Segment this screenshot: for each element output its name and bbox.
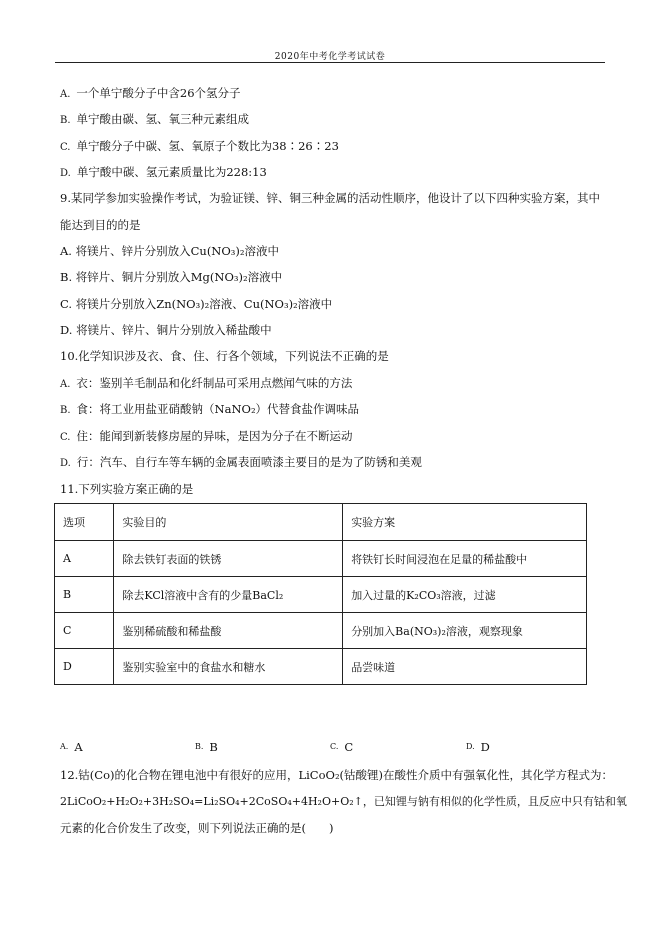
- option-letter: B.: [60, 405, 71, 416]
- option-letter: B.: [60, 115, 71, 126]
- q11-answer-d: [466, 740, 490, 754]
- option-letter: C.: [60, 142, 71, 153]
- q9-stem-line2: 能达到目的的是: [60, 218, 141, 232]
- answer-key: D.: [466, 742, 475, 751]
- q8-option-c: [60, 138, 339, 156]
- answer-text: C: [344, 740, 354, 754]
- table-row: [55, 649, 587, 685]
- answer-text: A: [74, 740, 83, 754]
- table-header-cell: 实验目的: [114, 504, 343, 541]
- q11-answer-a: [60, 740, 83, 754]
- q9-stem-line1: 9.某同学参加实验操作考试，为验证镁、锌、铜三种金属的活动性顺序，他设计了以下四种实验方案，其中: [60, 191, 600, 205]
- table-cell: 除去铁钉表面的铁锈: [114, 541, 343, 577]
- answer-key: A.: [60, 742, 69, 751]
- table-cell: 鉴别实验室中的食盐水和糖水: [114, 649, 343, 685]
- q9-option-c: C. 将镁片分别放入Zn(NO₃)₂溶液、Cu(NO₃)₂溶液中: [60, 297, 333, 311]
- option-letter: D.: [60, 168, 71, 179]
- option-letter: A.: [60, 379, 71, 390]
- table-cell: B: [55, 577, 114, 613]
- table-row: [55, 613, 587, 649]
- option-text: 单宁酸由碳、氢、氧三种元素组成: [76, 112, 250, 126]
- q10-option-b: [60, 401, 359, 419]
- q8-option-d: [60, 164, 267, 182]
- q10-stem: 10.化学知识涉及衣、食、住、行各个领域，下列说法不正确的是: [60, 349, 389, 363]
- option-text: 一个单宁酸分子中含26个氢分子: [76, 86, 241, 100]
- q11-answer-c: [330, 740, 353, 754]
- q9-option-b: B. 将锌片、铜片分别放入Mg(NO₃)₂溶液中: [60, 270, 283, 284]
- option-letter: D.: [60, 458, 71, 469]
- table-header-cell: 实验方案: [343, 504, 587, 541]
- q10-option-d: [60, 454, 422, 472]
- table-cell: 品尝味道: [343, 649, 587, 685]
- answer-key: B.: [195, 742, 204, 751]
- table-row: [55, 577, 587, 613]
- table-cell: C: [55, 613, 114, 649]
- answer-text: D: [480, 740, 490, 754]
- table-cell: 除去KCl溶液中含有的少量BaCl₂: [114, 577, 343, 613]
- header-divider: [55, 62, 605, 63]
- q9-option-a: A. 将镁片、锌片分别放入Cu(NO₃)₂溶液中: [60, 244, 280, 258]
- q11-stem: 11.下列实验方案正确的是: [60, 482, 194, 496]
- q11-experiment-table: [54, 503, 587, 685]
- q11-answer-b: [195, 740, 218, 754]
- q12-line1: 12.钴(Co)的化合物在锂电池中有很好的应用，LiCoO₂(钴酸锂)在酸性介质中有强氧化性，其化学方程式为：: [60, 768, 614, 782]
- table-header-cell: 选项: [55, 504, 114, 541]
- answer-key: C.: [330, 742, 339, 751]
- table-row: [55, 541, 587, 577]
- option-text: 单宁酸中碳、氢元素质量比为228:13: [76, 165, 267, 179]
- table-cell: 分别加入Ba(NO₃)₂溶液，观察现象: [343, 613, 587, 649]
- table-cell: 鉴别稀硫酸和稀盐酸: [114, 613, 343, 649]
- option-letter: A.: [60, 89, 71, 100]
- option-text: 单宁酸分子中碳、氢、氧原子个数比为38∶26∶23: [76, 139, 339, 153]
- option-text: 住：能闻到新装修房屋的异味，是因为分子在不断运动: [76, 429, 353, 443]
- table-cell: 加入过量的K₂CO₃溶液，过滤: [343, 577, 587, 613]
- option-text: 衣：鉴别羊毛制品和化纤制品可采用点燃闻气味的方法: [76, 376, 353, 390]
- answer-text: B: [209, 740, 218, 754]
- q12-line3: 元素的化合价发生了改变，则下列说法正确的是( ): [60, 821, 334, 835]
- table-header-row: [55, 504, 587, 541]
- q10-option-a: [60, 375, 352, 393]
- q8-option-b: [60, 111, 249, 129]
- q9-option-d: D. 将镁片、锌片、铜片分别放入稀盐酸中: [60, 323, 272, 337]
- q12-line2: 2LiCoO₂+H₂O₂+3H₂SO₄=Li₂SO₄+2CoSO₄+4H₂O+O₂↑，已知锂与钠有相似的化学性质，且反应中只有钴和氧: [60, 795, 627, 808]
- table-cell: 将铁钉长时间浸泡在足量的稀盐酸中: [343, 541, 587, 577]
- q8-option-a: [60, 85, 241, 103]
- table-cell: A: [55, 541, 114, 577]
- page-header-title: 2020年中考化学考试试卷: [274, 52, 386, 62]
- q10-option-c: [60, 428, 352, 446]
- option-text: 行：汽车、自行车等车辆的金属表面喷漆主要目的是为了防锈和美观: [76, 455, 422, 469]
- table-cell: D: [55, 649, 114, 685]
- option-letter: C.: [60, 432, 71, 443]
- option-text: 食：将工业用盐亚硝酸钠（NaNO₂）代替食盐作调味品: [76, 402, 360, 416]
